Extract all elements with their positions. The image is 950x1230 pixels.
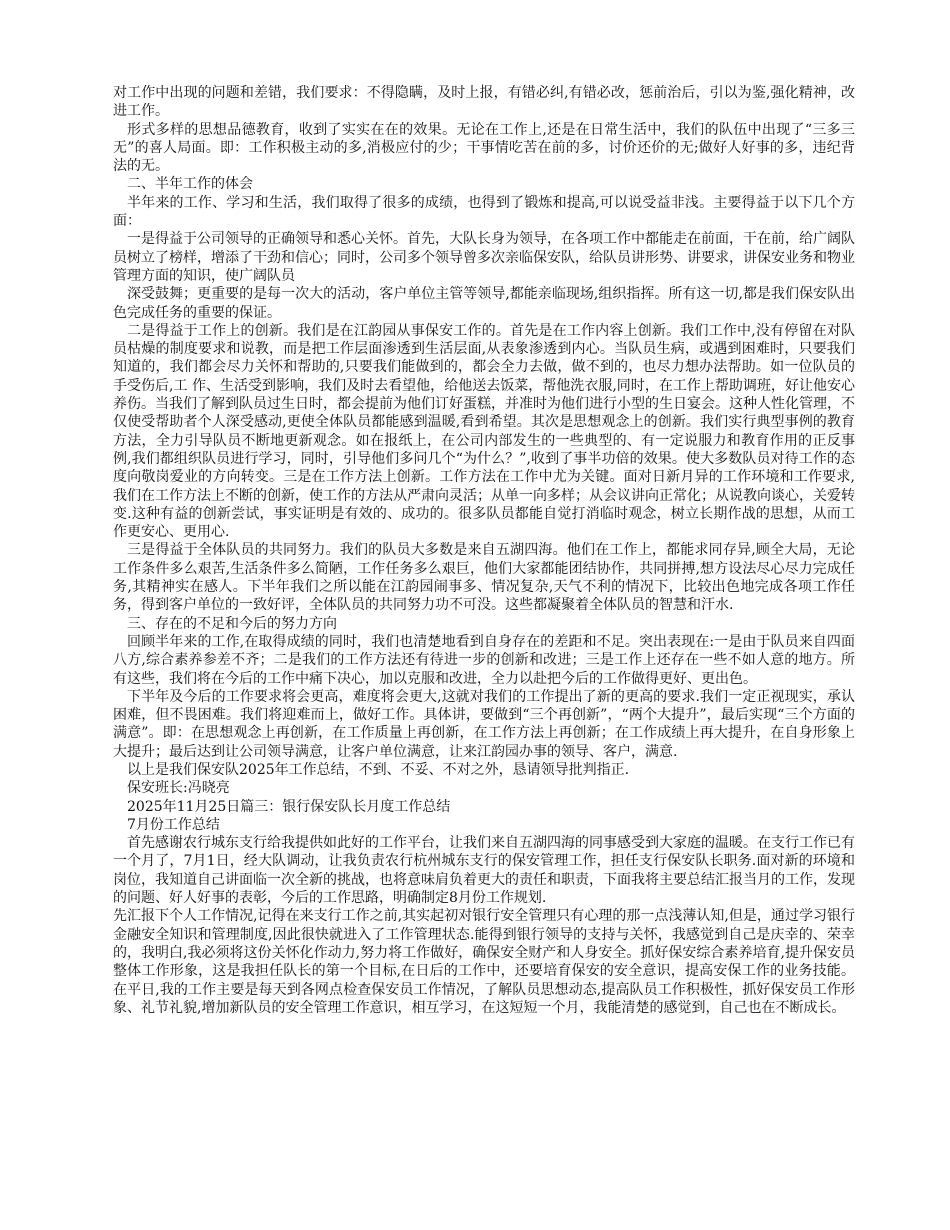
paragraph: 一是得益于公司领导的正确领导和悉心关怀。首先，大队长身为领导，在各项工作中都能走在前面，干在前，给广阔队员树立了榜样，增添了干劲和信心；同时，公司多个领导曾多次亲临保安队，给队员讲形势、讲要求，讲保安业务和物业管理方面的知识，使广阔队员 xyxy=(113,231,855,284)
closing-line: 以上是我们保安队2025年工作总结，不到、不妥、不对之外，恳请领导批判指正. xyxy=(127,761,630,778)
paragraph: 下半年及今后的工作要求将会更高，难度将会更大,这就对我们的工作提出了新的更高的要求.我们一定正视现实，承认困难，但不畏困难。我们将迎难而上，做好工作。具体讲，要做到“三个再创新”，“两个大提升”，最后实现“三个方面的满意”。即：在思想观念上再创新，在工作质量上再创新，在工作方法上再创新；在工作成绩上再大提升，在自身形象上大提升；最后达到让公司领导满意，让客户单位满意，让来江韵园办事的领导、客户，满意. xyxy=(113,688,855,760)
paragraph: 首先感谢农行城东支行给我提供如此好的工作平台，让我们来自五湖四海的同事感受到大家庭的温暖。在支行工作已有一个月了，7月1日，经大队调动，让我负责农行杭州城东支行的保安管理工作，担任支行保安队长职务.面对新的环境和岗位，我知道自己讲面临一次全新的挑战，也将意味肩负着更大的责任和职责，下面我将主要总结汇报当月的工作，发现的问题、好人好事的表彰，今后的工作思路，明确制定8月份工作规划. xyxy=(113,835,855,907)
signature-line: 保安班长:冯晓亮 xyxy=(127,780,230,797)
paragraph: 深受鼓舞；更重要的是每一次大的活动，客户单位主管等领导,都能亲临现场,组织指挥。所有这一切,都是我们保安队出色完成任务的重要的保证。 xyxy=(113,286,855,321)
subtitle: 7月份工作总结 xyxy=(127,816,220,833)
section-heading: 三、存在的不足和今后的努力方向 xyxy=(127,615,337,632)
paragraph: 二是得益于工作上的创新。我们是在江韵园从事保安工作的。首先是在工作内容上创新。我们工作中,没有停留在对队员枯燥的制度要求和说教，而是把工作层面渗透到生活层面,从表象渗透到内心。当队员生病，或遇到困难时，只要我们知道的，我们都会尽力关怀和帮助的,只要我们能做到的，都会全力去做，做不到的，也尽力想办法帮助。如一位队员的手受伤后,工 作、生活受到影响，我们及时去看望他，给他送去饭菜，帮他洗衣服,同时，在工作上帮助调班，好让他安心养伤。当我们了解到队员过生日时，都会提前为他们订好蛋糕，并准时为他们进行小型的生日宴会。这种人性化管理，不仅使受帮助者个人深受感动,更使全体队员都能感到温暖,看到希望。其次是思想观念上的创新。我们实行典型事例的教育方法，全力引导队员不断地更新观念。如在报纸上，在公司内部发生的一些典型的、有一定说服力和教育作用的正反事例,我们都组织队员进行学习，同时，引导他们多问几个“为什么？”,收到了事半功倍的效果。使大多数队员对待工作的态度向敬岗爱业的方向转变。三是在工作方法上创新。工作方法在工作中尤为关键。面对日新月异的工作环境和工作要求,我们在工作方法上不断的创新，使工作的方法从严肃向灵活；从单一向多样；从会议讲向正常化；从说教向谈心，关爱转变.这种有益的创新尝试，事实证明是有效的、成功的。很多队员都能自觉打消临时观念，树立长期作战的思想，从而工作更安心、更用心. xyxy=(113,322,855,541)
paragraph: 形式多样的思想品德教育，收到了实实在在的效果。无论在工作上,还是在日常生活中，我们的队伍中出现了“三多三无”的喜人局面。即：工作积极主动的多,消极应付的少；干事情吃苦在前的多，讨价还价的无;做好人好事的多，违纪背法的无。 xyxy=(113,121,855,175)
paragraph: 回顾半年来的工作,在取得成绩的同时，我们也清楚地看到自身存在的差距和不足。突出表现在:一是由于队员来自四面八方,综合素养参差不齐；二是我们的工作方法还有待进一步的创新和改进；三是工作上还存在一些不如人意的地方。所有这些，我们将在今后的工作中痛下决心，加以克服和改进，全力以赴把今后的工作做得更好、更出色。 xyxy=(113,633,855,687)
document-body xyxy=(113,84,855,1017)
paragraph: 半年来的工作、学习和生活，我们取得了很多的成绩，也得到了锻炼和提高,可以说受益非浅。主要得益于以下几个方面： xyxy=(113,194,855,230)
paragraph: 先汇报下个人工作情况,记得在来支行工作之前,其实起初对银行安全管理只有心理的那一点浅薄认知,但是，通过学习银行金融安全知识和管理制度,因此很快就进入了工作管理状态.能得到银行领导的支持与关怀，我感觉到自己是庆幸的、荣幸的，我明白,我必须将这份关怀化作动力,努力将工作做好，确保安全财产和人身安全。抓好保安综合素养培育,提升保安员整体工作形象，这是我担任队长的第一个目标,在日后的工作中，还要培育保安的安全意识，提高安保工作的业务技能。在平日,我的工作主要是每天到各网点检查保安员工作情况，了解队员思想动态,提高队员工作积极性，抓好保安员工作形象、礼节礼貌,增加新队员的安全管理工作意识，相互学习，在这短短一个月，我能清楚的感觉到，自己也在不断成长。 xyxy=(113,908,855,1016)
paragraph: 对工作中出现的问题和差错，我们要求：不得隐瞒，及时上报，有错必纠,有错必改，惩前治后，引以为鉴,强化精神，改进工作。 xyxy=(113,85,855,120)
section-heading: 二、半年工作的体会 xyxy=(127,176,253,193)
date-title-line: 2025年11月25日篇三：银行保安队长月度工作总结 xyxy=(127,798,451,815)
paragraph: 三是得益于全体队员的共同努力。我们的队员大多数是来自五湖四海。他们在工作上，都能求同存异,顾全大局，无论工作条件多么艰苦,生活条件多么简陋，工作任务多么艰巨，他们大家都能团结协作，共同拼搏,想方设法尽心尽力完成任务,其精神实在感人。下半年我们之所以能在江韵园闹事多、情况复杂,天气不利的情况下，比较出色地完成各项工作任务，得到客户单位的一致好评，全体队员的共同努力功不可没。这些都凝聚着全体队员的智慧和汗水. xyxy=(113,542,855,614)
